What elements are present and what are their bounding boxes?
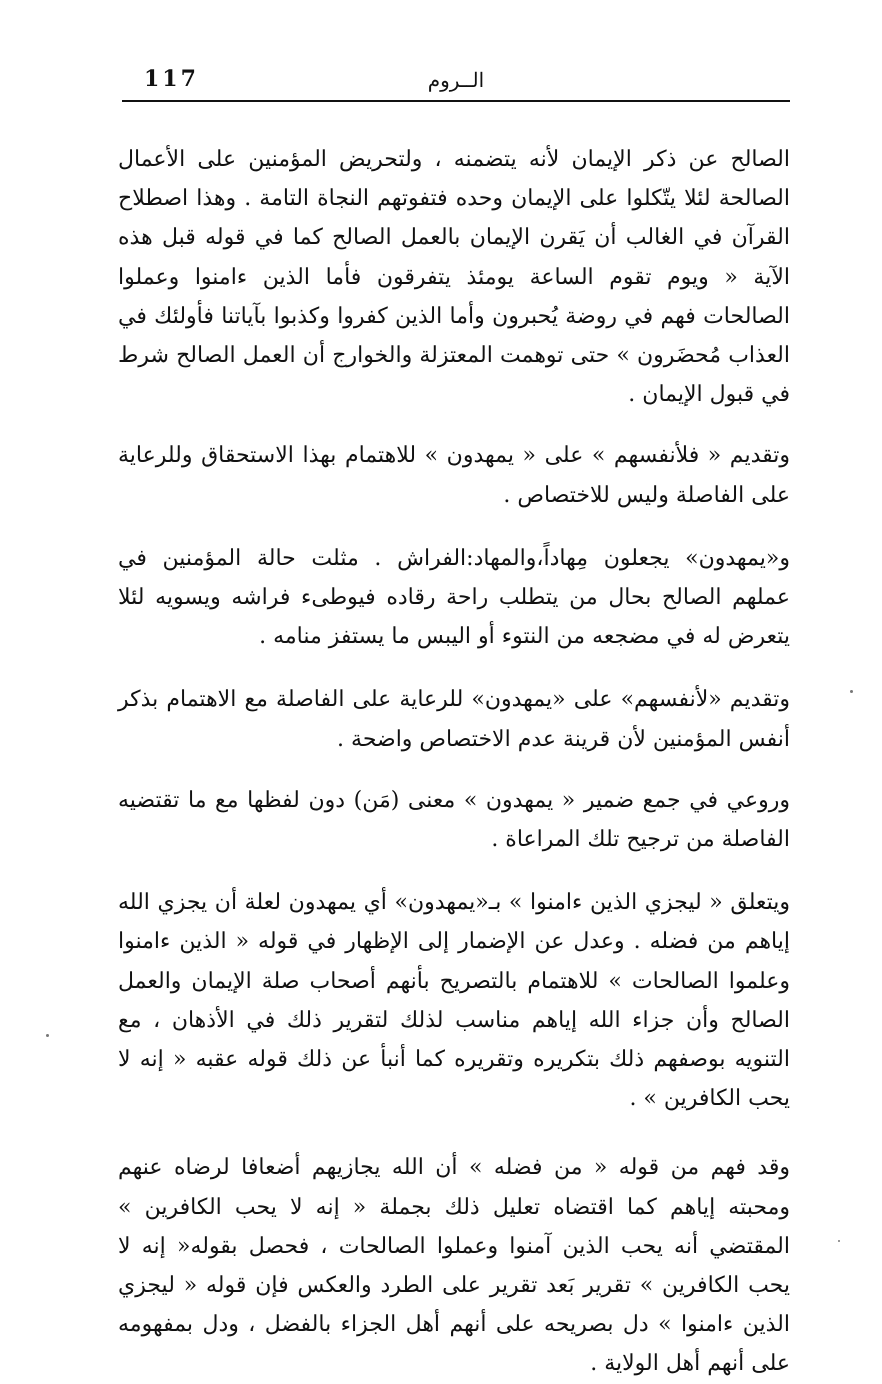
page-header bbox=[122, 58, 790, 100]
paragraph-6: ويتعلق « ليجزي الذين ءامنوا » بـ«يمهدون» أي يمهدون لعلة أن يجزي الله إياهم من فضله . وعدل عن الإضمار إلى الإظهار في قوله « الذين ءامنوا وعلموا الصالحات » للاهتمام بالتصريح بأنهم أصحاب صلة الإيمان والعمل الصالح وأن جزاء الله إياهم مناسب لذلك لتقرير ذلك في الأذهان ، مع التنويه بوصفهم ذلك بتكريره وتقريره كما أنبأ عن ذلك قوله عقبه « إنه لا يحب الكافرين » . bbox=[118, 890, 790, 1112]
paragraph-2: وتقديم « فلأنفسهم » على « يمهدون » للاهتمام بهذا الاستحقاق وللرعاية على الفاصلة وليس للاختصاص . bbox=[118, 443, 790, 508]
paragraph-7: وقد فهم من قوله « من فضله » أن الله يجازيهم أضعافا لرضاه عنهم ومحبته إياهم كما اقتضاه تعليل ذلك بجملة « إنه لا يحب الكافرين » المقتضي أنه يحب الذين آمنوا وعملوا الصالحات ، فحصل بقوله« إنه لا يحب الكافرين » تقرير بَعد تقرير على الطرد والعكس فإن قوله « ليجزي الذين ءامنوا » دل بصريحه على أنهم أهل الجزاء بالفضل ، ودل بمفهومه على أنهم أهل الولاية . bbox=[118, 1155, 790, 1377]
scan-speck bbox=[850, 690, 853, 693]
body-text bbox=[118, 140, 790, 1384]
paragraph-3: و«يمهدون» يجعلون مِهاداً،والمهاد:الفراش . مثلت حالة المؤمنين في عملهم الصالح بحال من يتطلب راحة رقاده فيوطىء فراشه ويسويه لئلا يتعرض له في مضجعه من النتوء أو اليبس ما يستفز منامه . bbox=[118, 545, 790, 650]
paragraph-1: الصالح عن ذكر الإيمان لأنه يتضمنه ، ولتحريض المؤمنين على الأعمال الصالحة لئلا يتّكلوا على الإيمان وحده فتفوتهم النجاة التامة . وهذا اصطلاح القرآن في الغالب أن يَقرن الإيمان بالعمل الصالح كما في قوله قبل هذه الآية « ويوم تقوم الساعة يومئذ يتفرقون فأما الذين ءامنوا وعملوا الصالحات فهم في روضة يُحبرون وأما الذين كفروا وكذبوا بآياتنا فأولئك في العذاب مُحضَرون » حتى توهمت المعتزلة والخوارج أن العمل الصالح شرط في قبول الإيمان . bbox=[118, 147, 790, 408]
paragraph-5: وروعي في جمع ضمير « يمهدون » معنى (مَن) دون لفظها مع ما تقتضيه الفاصلة من ترجيح تلك المراعاة . bbox=[118, 787, 790, 853]
header-rule bbox=[122, 100, 790, 102]
page-number: 117 bbox=[144, 66, 199, 92]
scan-speck bbox=[838, 1240, 840, 1242]
paragraph-4: وتقديم «لأنفسهم» على «يمهدون» للرعاية على الفاصلة مع الاهتمام بذكر أنفس المؤمنين لأن قرينة عدم الاختصاص واضحة . bbox=[118, 687, 790, 752]
running-title: الــروم bbox=[427, 68, 485, 92]
scan-speck bbox=[46, 1034, 49, 1037]
